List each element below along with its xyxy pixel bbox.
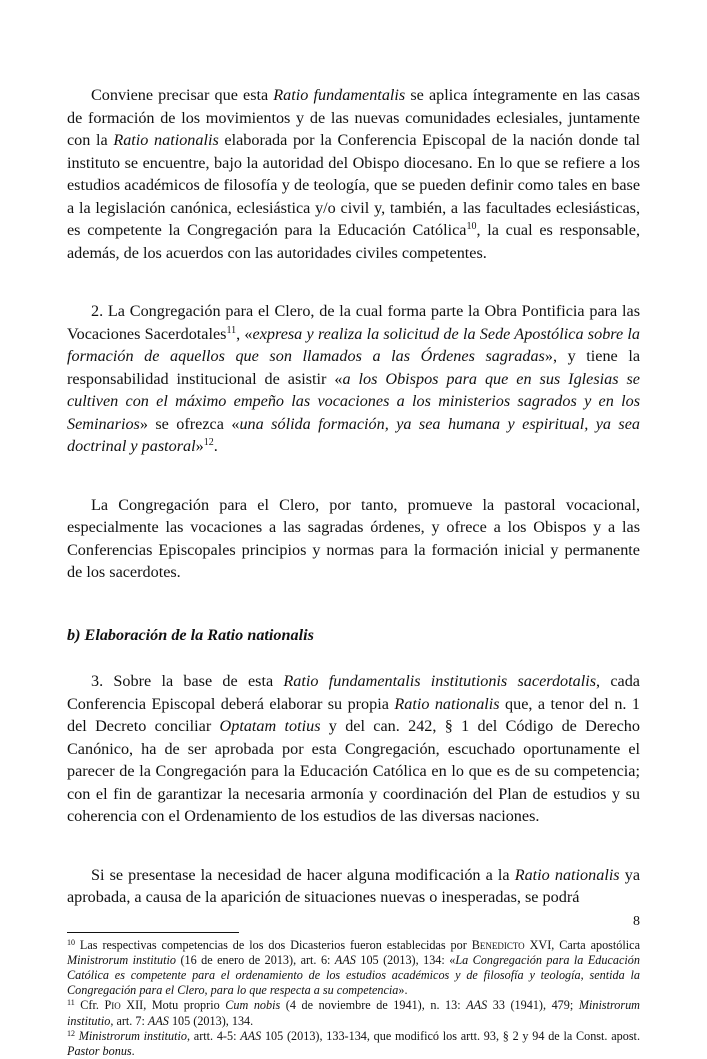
italic-run: Ministrorum institutio [78,1028,188,1043]
text-run: Cfr. [74,998,105,1013]
footnote-separator [67,932,239,933]
italic-run: Cum nobis [225,998,281,1013]
footnote-ref-12[interactable]: 12 [203,437,214,448]
text-run: Si se presentase la necesidad de hacer alguna modificación a la [91,865,515,884]
text-run: ». [398,983,408,998]
text-run: 2. La Congregación para el Clero, de la cual forma parte la Obra Pontificia para las Vocaciones Sacerdotales [67,302,640,343]
footnote-number: 10 [67,937,75,947]
footnote-11 [67,998,640,1028]
text-run: , la cual es responsable, además, de los acuerdos con las autoridades civiles competentes. [67,221,640,262]
italic-run: Ministrorum institutio [67,952,176,967]
italic-run: Ratio nationalis [113,131,219,149]
footnote-10 [67,938,640,999]
footnote-12 [67,1029,640,1059]
text-run: 33 (1941), 479; [487,998,579,1013]
text-run: Conviene precisar que esta [91,86,274,104]
text-run: elaborada por la Conferencia Episcopal de la nación donde tal instituto se encuentre, bajo la autoridad del Obispo diocesano. En lo que se refiere a los estudios académicos de filosofía y de teología, que se pueden definir como tales en base a la legislación canónica, eclesiástica y/o civil y, también, a las facultades eclesiásticas, es competente la Congregación para la Educación Católica [67,131,640,239]
italic-run: Ratio nationalis [394,694,500,713]
italic-run: Optatam totius [219,717,321,735]
text-run: XVI, Carta apostólica [524,937,640,952]
text-run: », y tiene la responsabilidad institucional de asistir « [67,347,640,388]
italic-run: Ratio fundamentalis [273,86,406,104]
text-run: 105 (2013), 134. [168,1013,254,1028]
paragraph-1 [67,84,640,264]
italic-run: AAS [240,1028,262,1043]
text-run: ya aprobada, a causa de la aparición de situaciones nuevas o inesperadas, se podrá [67,865,640,906]
footnote-number: 12 [67,1028,75,1038]
small-caps-run: Benedicto [471,937,525,952]
text-run: , artt. 4-5: [187,1028,241,1043]
footnote-ref-11[interactable]: 11 [226,324,237,336]
text-run: se aplica íntegramente en las casas de formación de los movimientos y de las nuevas comunidades eclesiales, juntamente con la [67,86,640,149]
italic-run: Ratio fundamentalis institutionis sacerdotalis [283,672,597,690]
text-run: , cada Conferencia Episcopal deberá elaborar su propia [67,672,640,713]
italic-quote: La Congregación para la Educación Católica es competente para el ordenamiento de los estudios académicos y de filosofía y teología, sentida la Congregación para el Clero, para lo que respecta a su competencia [67,952,640,998]
paragraph-3: La Congregación para el Clero, por tanto, promueve la pastoral vocacional, especialmente las vocaciones a las sagradas órdenes, y ofrece a los Obispos y a las Conferencias Episcopales principios y normas para la formación inicial y permanente de los sacerdotes. [67,495,640,581]
text-run: que, a tenor del n. 1 del Decreto conciliar [67,694,640,735]
text-run: y del can. 242, § 1 del Código de Derecho Canónico, ha de ser aprobada por esta Congregación, escuchado oportunamente el parecer de la Congregación para la Educación Católica en lo que es de su competencia; con el fin de garantizar la necesaria armonía y coordinación del Plan de estudios y su coherencia con el Ordenamiento de los estudios de las diversas naciones. [67,717,640,825]
italic-run: Ratio nationalis [514,865,620,884]
italic-run: AAS [147,1013,169,1028]
italic-quote: expresa y realiza la solicitud de la Sede Apostólica sobre la formación de aquellos que son llamados a las Órdenes sagradas [67,324,641,365]
section-heading: b) Elaboración de la Ratio nationalis [67,625,314,644]
paragraph-4 [67,670,640,828]
text-run: . [213,437,218,455]
footnote-number: 11 [67,998,75,1008]
italic-quote: a los Obispos para que en sus Iglesias se cultiven con el máximo empeño las vocaciones a los ministerios sagrados y en los Seminarios [67,369,640,433]
italic-run: Ministrorum institutio [67,998,640,1028]
italic-quote: una sólida formación, ya sea humana y espiritual, ya sea doctrinal y pastoral [67,414,640,455]
text-run: XII, Motu proprio [120,998,226,1013]
italic-run: AAS [466,998,488,1013]
text-run: » [195,437,204,455]
page-number: 8 [633,914,640,929]
text-run: (16 de enero de 2013), art. 6: [175,952,335,967]
italic-run: AAS [334,952,356,967]
paragraph-5 [67,864,640,909]
text-run: 3. Sobre la base de esta [91,672,284,690]
paragraph-2 [67,300,640,458]
text-run: » se ofrezca « [139,414,240,433]
text-run: 105 (2013), 133-134, que modificó los artt. 93, § 2 y 94 de la Const. apost. [261,1028,640,1043]
small-caps-run: Pio [104,998,121,1013]
text-run: Las respectivas competencias de los dos Dicasterios fueron establecidas por [75,937,472,952]
text-run: , art. 7: [110,1013,148,1028]
text-run: (4 de noviembre de 1941), n. 13: [280,998,467,1013]
text-run: , « [236,324,253,343]
footnote-ref-10[interactable]: 10 [466,221,477,232]
text-run: 105 (2013), 134: « [355,952,456,967]
text-run: . [131,1043,135,1058]
italic-run: Pastor bonus [67,1043,132,1058]
